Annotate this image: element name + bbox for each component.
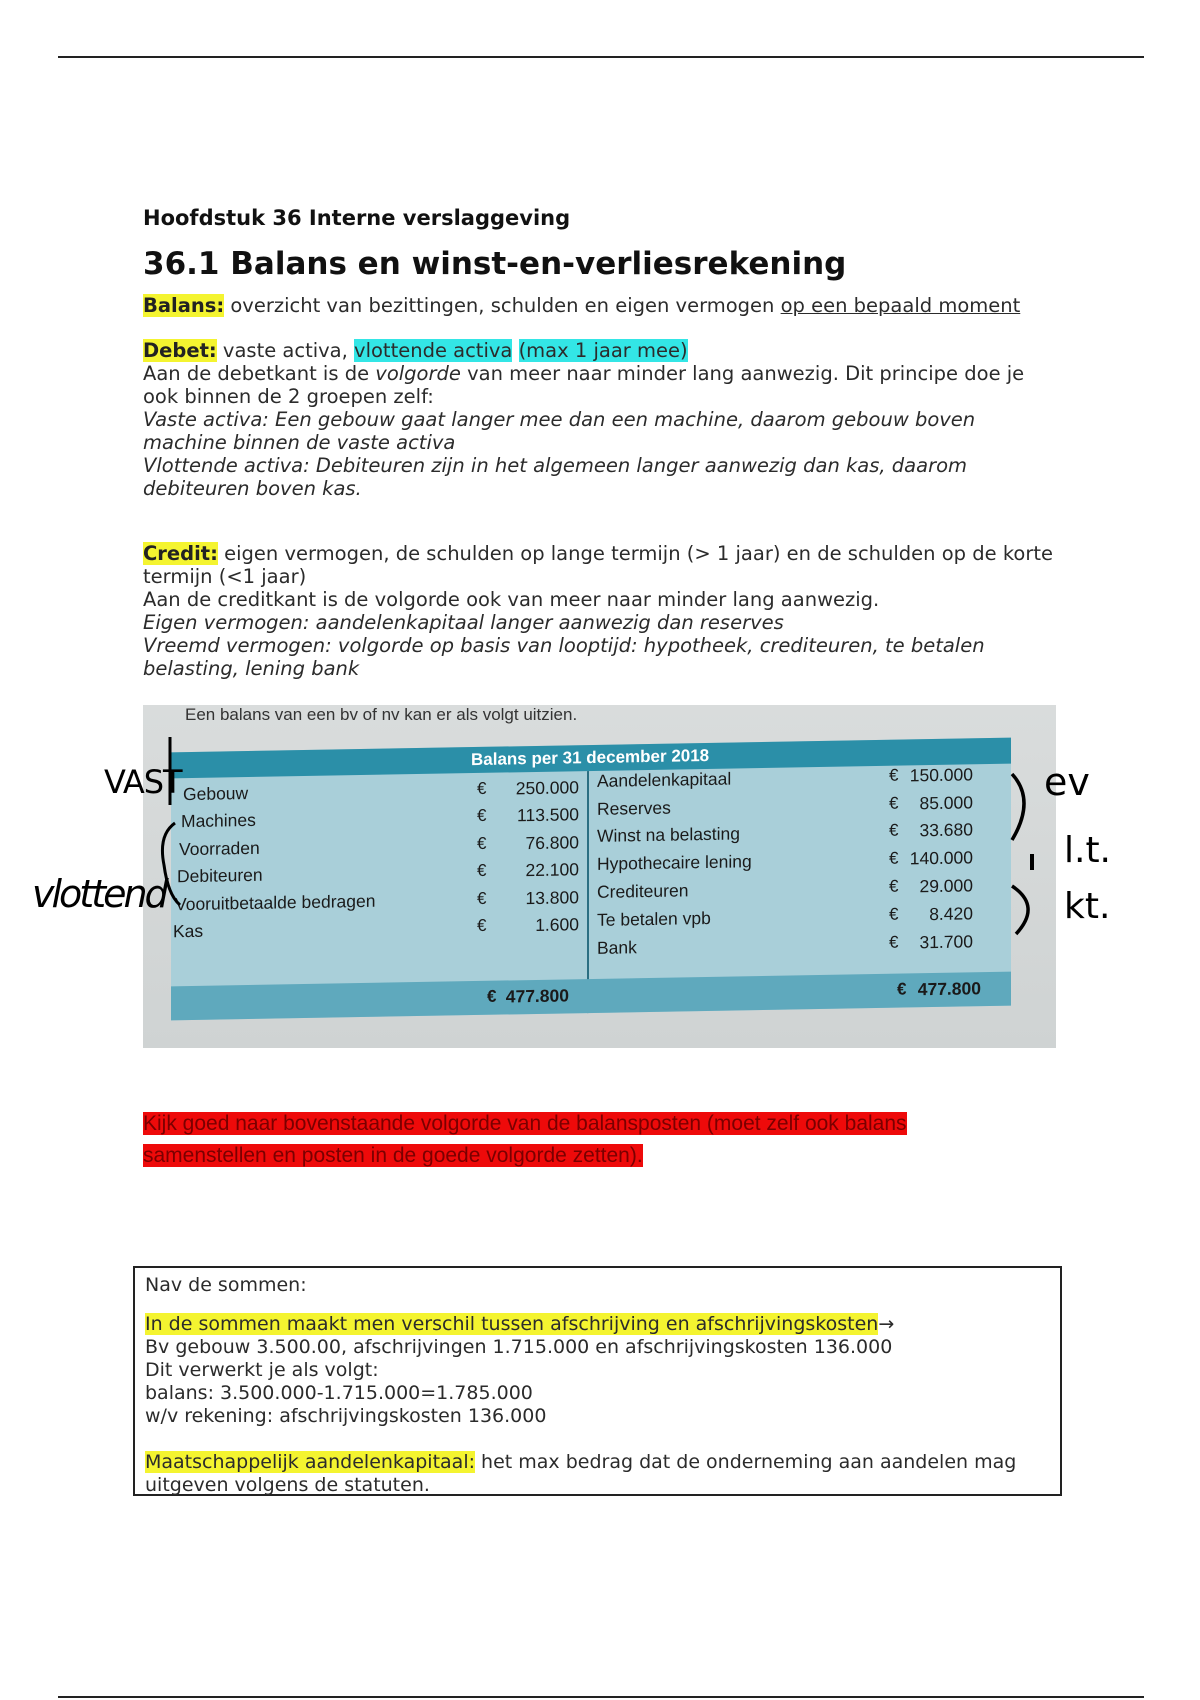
credit-line-2: Aan de creditkant is de volgorde ook van meer naar minder lang aanwezig. (143, 588, 880, 611)
credit-row-label: Bank (597, 937, 637, 958)
document-body (143, 206, 1063, 680)
credit-row-amount: 85.000 (919, 792, 973, 814)
bottom-rule (58, 1696, 1144, 1698)
debit-row-label: Gebouw (183, 782, 249, 805)
msk-label: Maatschappelijk aandelenkapitaal: (145, 1451, 476, 1473)
notes-line-4: w/v rekening: afschrijvingskosten 136.000 (145, 1405, 547, 1427)
notes-heading: Nav de sommen: (145, 1274, 307, 1296)
debit-row-label: Kas (173, 920, 204, 942)
euro-sign: € (487, 986, 497, 1006)
photo-caption: Een balans van een bv of nv kan er als volgt uitzien. (185, 705, 578, 724)
credit-row-label: Crediteuren (597, 880, 689, 902)
msk-text: het max bedrag dat de onderneming aan aandelen mag uitgeven volgens de statuten. (145, 1451, 1017, 1496)
annotation-vlottend: vlottend (32, 872, 166, 916)
debit-row-amount: 250.000 (515, 777, 579, 799)
balans-text: overzicht van bezittingen, schulden en eigen vermogen (224, 294, 781, 317)
credit-row-label: Reserves (597, 797, 671, 819)
euro-sign: € (477, 860, 487, 880)
debet-text: vaste activa, (216, 339, 355, 362)
euro-sign: € (477, 915, 487, 935)
debit-row-label: Debiteuren (177, 864, 263, 887)
total-credit: 477.800 (917, 978, 981, 1000)
credit-paragraph (143, 542, 1063, 588)
balans-label: Balans: (143, 294, 225, 317)
euro-sign: € (889, 932, 899, 952)
credit-row-amount: 140.000 (909, 847, 973, 869)
debit-row-amount: 1.600 (535, 914, 579, 935)
chapter-heading: Hoofdstuk 36 Interne verslaggeving (143, 206, 571, 230)
debit-row-label: Machines (181, 809, 256, 832)
debet-label: Debet: (143, 339, 217, 362)
sheet-divider (587, 771, 589, 1013)
debet-line-a: Aan de debetkant is de (143, 362, 376, 385)
section-title: 36.1 Balans en winst-en-verliesrekening (143, 246, 847, 282)
notes-highlight-line (145, 1313, 1050, 1336)
debit-row-amount: 113.500 (517, 804, 579, 826)
debit-row-amount: 22.100 (525, 859, 579, 881)
credit-row-label: Winst na belasting (597, 823, 740, 846)
balance-sheet-photo (143, 705, 1056, 1048)
red-note-text: Kijk goed naar bovenstaande volgorde van de balansposten (moet zelf ook balans samenstellen en posten in de goede volgorde zetten). (143, 1112, 907, 1167)
balance-sheet (171, 738, 1011, 1021)
debet-highlight-2: (max 1 jaar mee) (518, 339, 688, 362)
arrow-icon: → (878, 1313, 895, 1335)
euro-sign: € (889, 820, 899, 840)
debet-line-b: volgorde (375, 362, 461, 385)
debit-row-amount: 13.800 (525, 887, 579, 909)
notes-line-1: Bv gebouw 3.500.00, afschrijvingen 1.715.000 en afschrijvingskosten 136.000 (145, 1336, 893, 1358)
balans-underlined: op een bepaald moment (780, 294, 1021, 317)
notes-box (133, 1266, 1062, 1496)
annotation-ev: ev (1044, 760, 1090, 804)
debet-highlight-1: vlottende activa (354, 339, 513, 362)
credit-italic-2: Vreemd vermogen: volgorde op basis van looptijd: hypotheek, crediteuren, te betalen belasting, lening bank (143, 634, 985, 680)
euro-sign: € (889, 793, 899, 813)
debet-paragraph (143, 339, 1063, 362)
euro-sign: € (477, 805, 487, 825)
euro-sign: € (889, 876, 899, 896)
credit-row-amount: 150.000 (909, 764, 973, 786)
credit-row-label: Aandelenkapitaal (597, 768, 732, 791)
debit-row-amount: 76.800 (525, 832, 579, 854)
euro-sign: € (889, 848, 899, 868)
credit-row-amount: 8.420 (929, 903, 973, 925)
euro-sign: € (897, 979, 907, 999)
red-note (143, 1108, 1023, 1172)
euro-sign: € (889, 765, 899, 785)
debet-italic-1: Vaste activa: Een gebouw gaat langer mee dan een machine, daarom gebouw boven machine binnen de vaste activa (143, 408, 976, 454)
balans-paragraph (143, 294, 1063, 317)
annotation-brackets-left (150, 735, 190, 925)
credit-text: eigen vermogen, de schulden op lange termijn (> 1 jaar) en de schulden op de korte termijn (<1 jaar) (143, 542, 1054, 588)
credit-italic-1: Eigen vermogen: aandelenkapitaal langer aanwezig dan reserves (143, 611, 784, 634)
annotation-lt: l.t. (1064, 830, 1112, 871)
euro-sign: € (889, 904, 899, 924)
notes-highlight: In de sommen maakt men verschil tussen afschrijving en afschrijvingskosten (145, 1313, 879, 1335)
notes-line-2: Dit verwerkt je als volgt: (145, 1359, 379, 1381)
credit-row-amount: 31.700 (919, 931, 973, 953)
euro-sign: € (477, 833, 487, 853)
credit-row-amount: 33.680 (919, 819, 973, 841)
euro-sign: € (477, 888, 487, 908)
annotation-kt: kt. (1064, 886, 1111, 927)
annotation-vast: VAST (104, 763, 182, 801)
sheet-total-bar (171, 972, 1011, 1021)
debet-order-line (143, 362, 1063, 408)
debit-row-label: Vooruitbetaalde bedragen (175, 890, 376, 915)
notes-line-3: balans: 3.500.000-1.715.000=1.785.000 (145, 1382, 533, 1404)
credit-row-amount: 29.000 (919, 875, 973, 897)
credit-label: Credit: (143, 542, 218, 565)
sheet-title: Balans per 31 december 2018 (471, 745, 710, 770)
debit-row-label: Voorraden (179, 837, 260, 860)
credit-row-label: Te betalen vpb (597, 907, 711, 930)
total-debit: 477.800 (505, 985, 569, 1007)
credit-row-label: Hypothecaire lening (597, 851, 752, 874)
euro-sign: € (477, 778, 487, 798)
debet-italic-2: Vlottende activa: Debiteuren zijn in het algemeen langer aanwezig dan kas, daarom debiteuren boven kas. (143, 454, 968, 500)
debet-line-c: van meer naar minder lang aanwezig. Dit principe doe je ook binnen de 2 groepen zelf: (143, 362, 1025, 408)
top-rule (58, 56, 1144, 58)
notes-msk (145, 1451, 1050, 1497)
